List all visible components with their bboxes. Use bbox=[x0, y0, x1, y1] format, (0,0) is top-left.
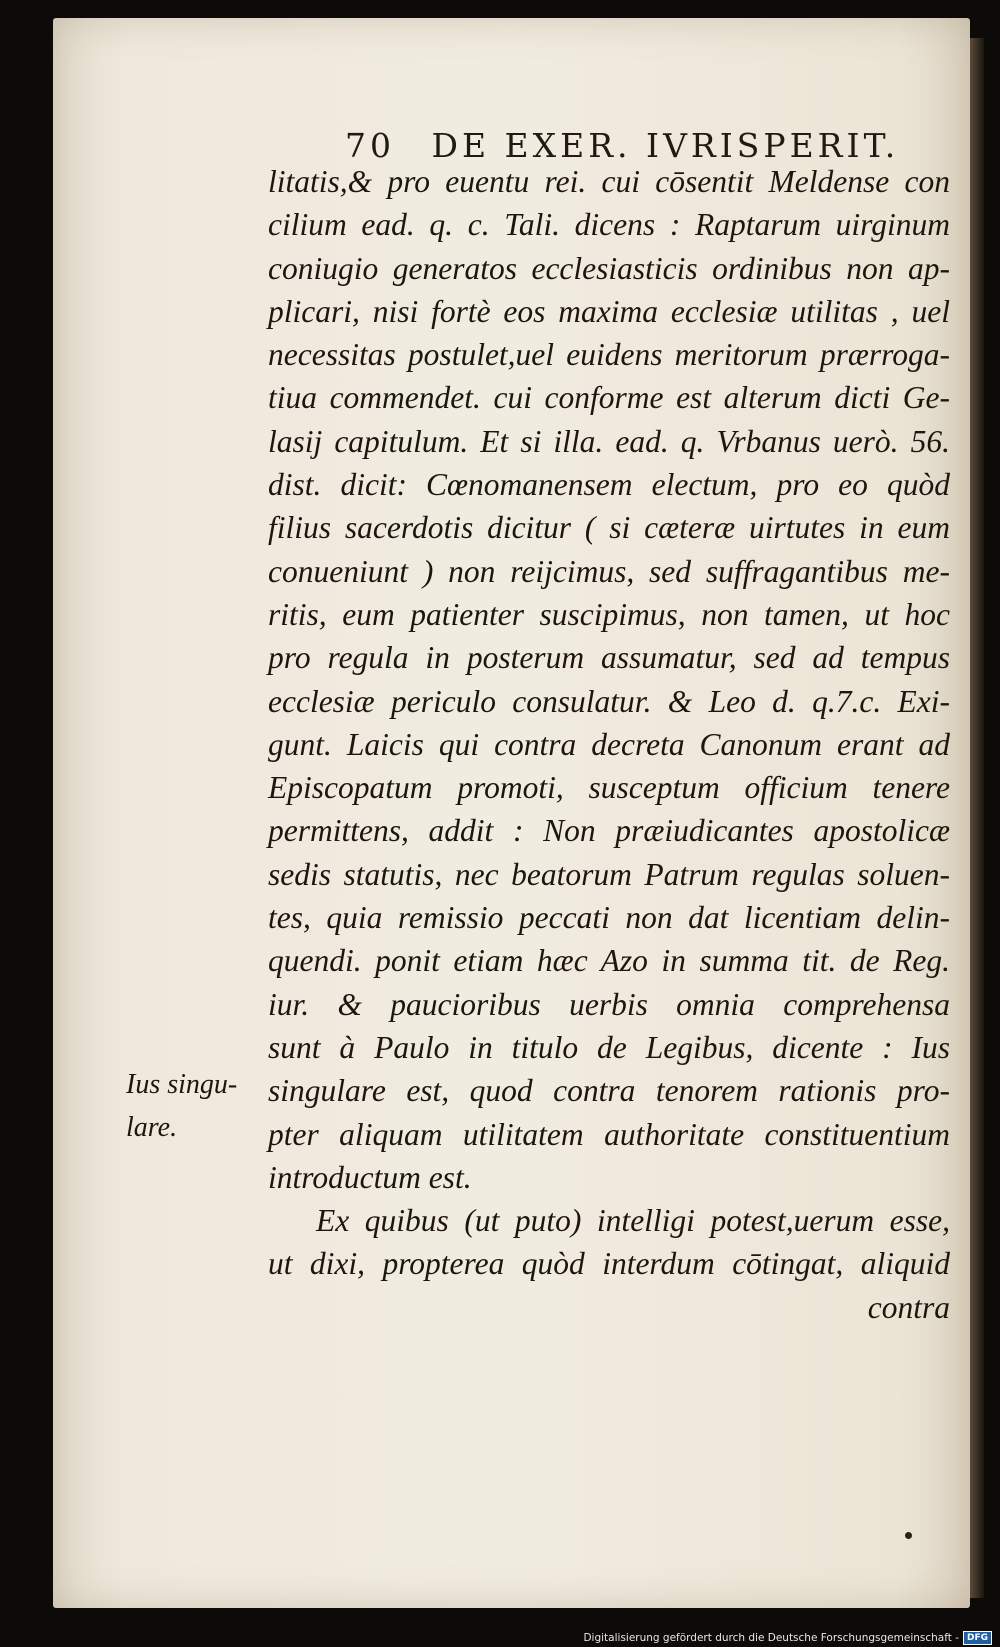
text-line: plicari, nisi fortè eos maxima ecclesiæ utilitas , uel bbox=[268, 293, 950, 329]
text-line: ecclesiæ periculo consulatur. & Leo d. q.7.c. Exi- bbox=[268, 683, 950, 719]
text-line: cilium ead. q. c. Tali. dicens : Raptarum uirginum bbox=[268, 207, 950, 243]
marginal-note-line: lare. bbox=[126, 1112, 178, 1143]
text-line: coniugio generatos ecclesiasticis ordinibus non ap- bbox=[268, 250, 950, 286]
page-number: 70 bbox=[345, 126, 395, 165]
text-line: lasij capitulum. Et si illa. ead. q. Vrbanus uerò. 56. bbox=[268, 423, 950, 459]
text-line: conueniunt ) non reijcimus, sed suffragantibus me- bbox=[268, 553, 950, 589]
text-line: introductum est. bbox=[268, 1159, 472, 1195]
text-line: quendi. ponit etiam hæc Azo in summa tit. de Reg. bbox=[268, 943, 950, 979]
running-title: DE EXER. IVRISPERIT. bbox=[431, 126, 900, 165]
text-line: pter aliquam utilitatem authoritate constituentium bbox=[268, 1116, 950, 1152]
text-line: gunt. Laicis qui contra decreta Canonum erant ad bbox=[268, 726, 950, 762]
text-line: Episcopatum promoti, susceptum officium tenere bbox=[268, 770, 950, 806]
text-line: Ex quibus (ut puto) intelligi potest,uerum esse, bbox=[316, 1203, 950, 1239]
marginal-note-line: Ius singu- bbox=[126, 1069, 238, 1100]
text-line: contra bbox=[867, 1289, 950, 1325]
text-line: pro regula in posterum assumatur, sed ad tempus bbox=[268, 640, 950, 676]
text-line: filius sacerdotis dicitur ( si cæteræ uirtutes in eum bbox=[268, 510, 950, 546]
body-text bbox=[268, 160, 950, 1329]
footer-credit: Digitalisierung gefördert durch die Deutsche Forschungsgemeinschaft - bbox=[583, 1632, 959, 1644]
text-line: necessitas postulet,uel euidens meritorum prærroga- bbox=[268, 337, 950, 373]
marginal-note bbox=[126, 1063, 266, 1149]
text-line: ut dixi, propterea quòd interdum cōtingat, aliquid bbox=[268, 1246, 950, 1282]
ink-spot bbox=[905, 1532, 912, 1539]
text-line: singulare est, quod contra tenorem rationis pro- bbox=[268, 1073, 950, 1109]
text-line: permittens, addit : Non præiudicantes apostolicæ bbox=[268, 813, 950, 849]
text-line: tes, quia remissio peccati non dat licentiam delin- bbox=[268, 900, 950, 936]
text-line: sedis statutis, nec beatorum Patrum regulas soluen- bbox=[268, 856, 950, 892]
text-line: sunt à Paulo in titulo de Legibus, dicente : Ius bbox=[268, 1029, 950, 1065]
text-line: litatis,& pro euentu rei. cui cōsentit Meldense con bbox=[268, 164, 950, 199]
text-line: dist. dicit: Cœnomanensem electum, pro eo quòd bbox=[268, 467, 950, 503]
text-line: iur. & paucioribus uerbis omnia comprehensa bbox=[268, 986, 950, 1022]
dfg-logo-icon: DFG bbox=[963, 1631, 992, 1645]
digitization-footer bbox=[583, 1631, 992, 1645]
text-line: tiua commendet. cui conforme est alterum dicti Ge- bbox=[268, 380, 950, 416]
text-line: ritis, eum patienter suscipimus, non tamen, ut hoc bbox=[268, 596, 950, 632]
